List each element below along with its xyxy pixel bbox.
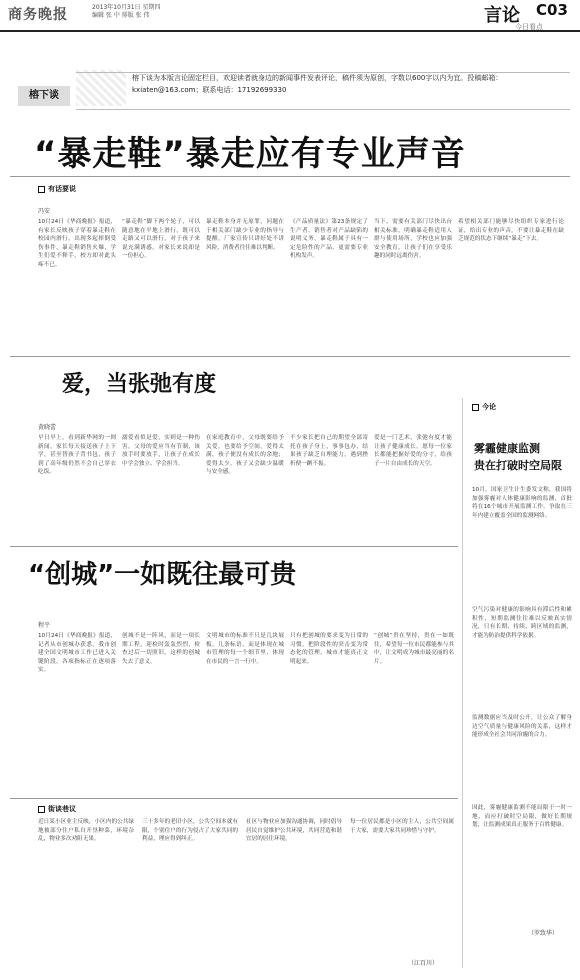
divider xyxy=(10,176,570,177)
sidebar-headline-line2: 贵在打破时空局限 xyxy=(474,459,562,472)
masthead-rule xyxy=(0,30,580,32)
sidebar-headline-line1: 雾霾健康监测 xyxy=(474,442,540,455)
article1-col2: “暴走鞋”脚下两个轮子，可以随意地在平地上滑行，既可以走路又可以滑行，对于孩子来说充满诱惑，对家长来说却是一份担心。 xyxy=(122,219,200,260)
article2-col4: 不少家长把自己的期望全部寄托在孩子身上，事事包办，结果孩子缺乏自理能力，遇到挫折便一蹶不振。 xyxy=(290,435,368,467)
section-subtitle: 今日看点 xyxy=(515,23,543,31)
article3-col4: 只有把创城的要求变为日常的习惯，把阶段性的突击变为常态化的管理，城市才能真正文明起来。 xyxy=(290,633,368,665)
sidebar-para3: 监测数据应当及时公开，让公众了解身边空气质量与健康风险的关系，这样才能形成全社会共同治霾的合力。 xyxy=(472,715,572,739)
article2-col5: 爱是一门艺术，张弛有度才能让孩子健康成长。愿每一位家长都能把握好爱的分寸，给孩子一片自由成长的天空。 xyxy=(374,435,452,467)
headline-article1: “暴走鞋”暴走应有专业声音 xyxy=(34,134,466,174)
headline-article2: 爱，当张弛有度 xyxy=(62,372,217,397)
article4-col1: 近日某小区业主反映，小区内的公共绿地被部分住户私自开垦种菜，环境杂乱，物业多次劝阻无果。 xyxy=(38,819,134,843)
date-line: 2013年10月31日 星期四 xyxy=(92,4,161,11)
article3-col1: 10月24日《华商晚报》报道，记者从市创城办获悉，我市创建全国文明城市工作已进入关键阶段，各项指标正在逐项落实。 xyxy=(38,633,116,674)
article2-col2: 溺爱看似是爱，实则是一种伤害。父母的爱应当有节制，该放手时要放手，让孩子在成长中学会独立、学会担当。 xyxy=(122,435,200,467)
column-badge: 榕下谈 xyxy=(18,86,70,106)
divider xyxy=(10,798,458,799)
article4-col2: 三十多年的老旧小区，公共空间本就有限，个别住户的行为侵占了大家共同的利益，理应得到纠正。 xyxy=(142,819,238,843)
byline-article1: 冯安 xyxy=(38,208,51,215)
banner-text: 榕下谈为本版言论固定栏目，欢迎读者就身边的新闻事件发表评论，稿件须为原创，字数以600字以内为宜。投稿邮箱：kxiaten@163.com；联系电话：17192699330 xyxy=(132,74,503,94)
headline-article3: “创城”一如既往最可贵 xyxy=(28,560,297,590)
column-label-article4: 街谈巷议 xyxy=(38,804,76,814)
sidebar-para2: 空气污染对健康的影响具有滞后性和累积性，短期监测往往难以反映真实情况，只有长期、持续、跨区域的监测，才能为防治提供科学依据。 xyxy=(472,607,572,639)
article3-col3: 文明城市的标准不只是几块展板、几条标语，而是体现在城市管理的每一个细节里，体现在市民的一言一行中。 xyxy=(206,633,284,665)
sidebar-para1: 10月，国家卫生计生委发文称，我国将加强雾霾对人体健康影响的监测，首批将在16个城市开展监测工作，争取在三年内建立覆盖全国的监测网络。 xyxy=(472,487,572,519)
article4-signature: （江百川） xyxy=(408,960,439,967)
sidebar-para4: 因此，雾霾健康监测不能局限于一时一地，而应打破时空局限，做好长期规划，让监测成果真正服务于百姓健康。 xyxy=(472,805,572,829)
issue-date xyxy=(92,4,182,20)
sidebar-divider xyxy=(462,398,463,968)
article2-col1: 早日早上，看到新华网的一则新闻，家长每天接送孩子上下学，甚至替孩子背书包，孩子到了高年级仍然不会自己穿衣吃饭。 xyxy=(38,435,116,476)
article1-col1: 10月24日《华商晚报》报道，有家长反映孩子穿着暴走鞋在校园内滑行，出现多起摔倒受伤事件，暴走鞋销售火爆，学生们爱不释手，校方却对此头疼不已。 xyxy=(38,219,116,268)
byline-article2: 黄晓蕾 xyxy=(38,424,57,431)
article1-col4: 《产品质量法》第23条规定了生产者、销售者对产品缺陷的说明义务，暴走鞋属于具有一定危险性的产品，更需要专业机构发声。 xyxy=(290,219,368,260)
sidebar-signature: （罗致华） xyxy=(528,930,559,937)
article1-col3: 暴走鞋本身并无原罪，问题在于相关部门缺少专业的指导与提醒，厂家宣传只讲好处不讲风险，消费者往往难以判断。 xyxy=(206,219,284,251)
article3-col5: “创城”贵在坚持，贵在一如既往，希望每一位市民都能参与其中，让文明成为城市最亮丽的名片。 xyxy=(374,633,454,665)
editors-line: 编辑 张 中 排版 张 伟 xyxy=(92,12,150,19)
article4-col4: 每一位居民都是小区的主人，公共空间属于大家，需要大家共同珍惜与守护。 xyxy=(350,819,454,834)
divider xyxy=(10,356,570,357)
article3-col2: 创城不是一阵风，而是一项长期工程，迎检时轰轰烈烈，检查过后一切照旧，这样的创城失去了意义。 xyxy=(122,633,200,665)
section-title: 言论 xyxy=(484,5,520,26)
column-label-sidebar: 今论 xyxy=(472,402,496,412)
article1-col6: 希望相关部门能够尽快组织专家进行论证，给出专业的声音，不要让暴走鞋在缺乏规范的状态下继续“暴走”下去。 xyxy=(458,219,564,243)
page-code: C03 xyxy=(536,1,568,19)
article2-col3: 在家庭教育中，父母既要给予关爱，也要给予空间，爱得太满，孩子便没有成长的余地；爱得太少，孩子又会缺少温暖与安全感。 xyxy=(206,435,284,476)
article4-col3: 社区与物业应加强沟通协调，同时倡导居民自觉维护公共环境，共同营造和谐宜居的居住环境。 xyxy=(246,819,342,843)
sidebar-headline xyxy=(474,440,574,474)
divider xyxy=(10,546,458,547)
column-label-article1: 有话要说 xyxy=(38,184,76,194)
newspaper-logo: 商务晚报 xyxy=(8,7,68,23)
byline-article3: 程平 xyxy=(38,622,51,629)
article1-col5: 当下，需要有关部门尽快出台相关标准，明确暴走鞋适用人群与使用场所，学校也应加强安全教育，让孩子们在享受乐趣的同时远离伤害。 xyxy=(374,219,452,260)
